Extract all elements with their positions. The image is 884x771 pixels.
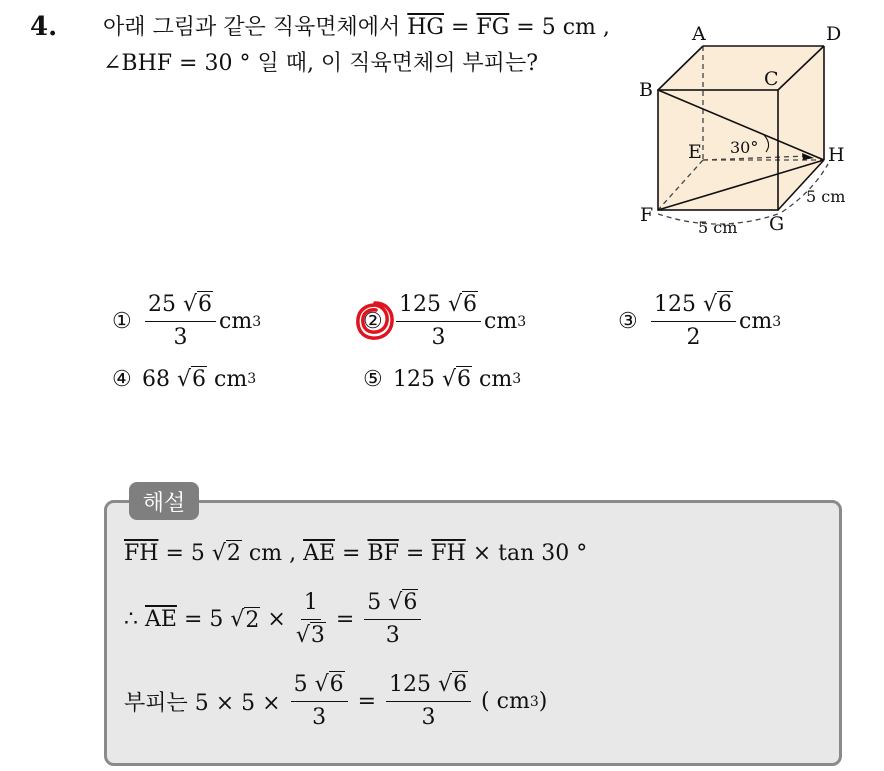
- solution-line-2: ∴ $\overline{AE}$ = 5 √ 2 × $\frac{1}{√3}$ = $\frac{5 √6}{3}$: [124, 588, 424, 651]
- vertex-a: A: [692, 23, 706, 45]
- vertex-d: D: [826, 23, 842, 45]
- angle-label: 30°: [730, 138, 759, 157]
- choice-5[interactable]: ⑤ 125 √ 6 cm 3: [363, 366, 522, 392]
- segment-hg: $\overline{HG}$: [407, 15, 445, 40]
- choice-2[interactable]: ② $\frac{125 √6}{3}$ cm 3: [363, 290, 526, 353]
- vertex-h: H: [828, 144, 845, 166]
- question-text: 아래 그림과 같은 직육면체에서 $\overline{HG} = \overline{FG} = 5$ cm , ∠BHF = 30 ° 일 때, 이 직육면체의 부피는?: [103, 15, 610, 76]
- dimension-gh: 5 cm: [806, 187, 846, 206]
- choice-mark: ③: [618, 309, 638, 334]
- vertex-e: E: [688, 141, 702, 163]
- vertex-f: F: [640, 204, 654, 226]
- vertex-c: C: [764, 68, 779, 90]
- solution-line-3: 부피는 5 × 5 × $\frac{5 √6}{3}$ = $\frac{125 √6}{3}$ ( cm 3 ): [124, 672, 548, 730]
- choice-mark: ①: [112, 309, 132, 334]
- choice-mark: ②: [363, 309, 393, 334]
- vertex-g: G: [769, 213, 785, 235]
- dimension-fg: 5 cm: [698, 218, 738, 237]
- solution-tag: 해설: [129, 482, 199, 520]
- question-number: 4.: [30, 12, 58, 42]
- cuboid-figure: [630, 18, 860, 243]
- choice-mark: ④: [112, 366, 132, 392]
- choice-1[interactable]: ① $\frac{25 √6}{3}$ cm 3: [112, 292, 262, 350]
- segment-fg: $\overline{FG}$: [476, 15, 510, 40]
- answer-circle-mark: [353, 298, 397, 344]
- choice-4[interactable]: ④ 68 √ 6 cm 3: [112, 366, 257, 392]
- solution-line-1: $\overline{FH}$ = 5 √ 2 cm , $\overline{AE}$ = $\overline{BF}$ = $\overline{FH}$ × tan 30 °: [124, 540, 588, 566]
- choice-mark: ⑤: [363, 366, 383, 392]
- choice-3[interactable]: ③ $\frac{125 √6}{2}$ cm 3: [618, 292, 782, 350]
- vertex-b: B: [639, 79, 653, 101]
